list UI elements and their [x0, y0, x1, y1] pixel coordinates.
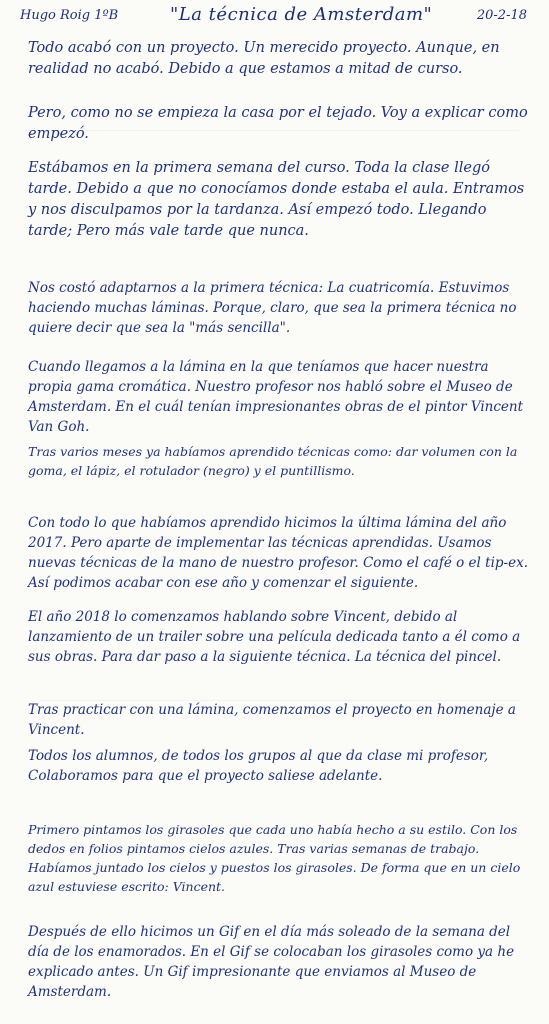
paragraph-museum: Cuando llegamos a la lámina en la que teníamos que hacer nuestra propia gama cromática. Nuestro profesor nos habló sobre el Museo de Amsterdam. En el cuál tenían impresionantes obras de el pintor Vincent Van Goh.: [28, 359, 524, 435]
paragraph-first-technique: Nos costó adaptarnos a la primera técnica: La cuatricomía. Estuvimos haciendo muchas láminas. Porque, claro, que sea la primera técnica no quiere decir que sea la "más sencilla".: [28, 280, 517, 336]
paragraph-project-start: Tras practicar con una lámina, comenzamos el proyecto en homenaje a Vincent.: [28, 702, 516, 738]
paragraph-year-2018: El año 2018 lo comenzamos hablando sobre Vincent, debido al lanzamiento de un trailer sobre una película dedicada tanto a él como a sus obras. Para dar paso a la siguiente técnica. La técnica del pincel.: [28, 609, 521, 665]
page-header: [10, 4, 539, 28]
paragraph-last-sheet-2017: Con todo lo que habíamos aprendido hicimos la última lámina del año 2017. Pero aparte de implementar las técnicas aprendidas. Usamos nuevas técnicas de la mano de nuestro profesor. Como el café o el tip-ex. Así podimos acabar con ese año y comenzar el siguiente.: [28, 515, 528, 591]
paragraph-intro: Todo acabó con un proyecto. Un merecido proyecto. Aunque, en realidad no acabó. Debido a que estamos a mitad de curso.: [28, 40, 500, 77]
page-title: "La técnica de Amsterdam": [170, 4, 433, 25]
page-date: 20-2-18: [476, 8, 527, 23]
paragraph-sunflowers: Primero pintamos los girasoles que cada uno había hecho a su estilo. Con los dedos en folios pintamos cielos azules. Tras varias semanas de trabajo. Habíamos juntado los cielos y puestos los girasoles. De forma que en un cielo azul estuviese escrito: Vincent.: [28, 822, 521, 894]
paragraph-first-week: Estábamos en la primera semana del curso. Toda la clase llegó tarde. Debido a que no conocíamos donde estaba el aula. Entramos y nos disculpamos por la tardanza. Así empezó todo. Llegando tarde; Pero más vale tarde que nunca.: [28, 160, 525, 239]
paragraph-start: Pero, como no se empieza la casa por el tejado. Voy a explicar como empezó.: [28, 105, 528, 142]
author-name: Hugo Roig 1ºB: [20, 8, 119, 23]
paragraph-gif: Después de ello hicimos un Gif en el día más soleado de la semana del día de los enamorados. En el Gif se colocaban los girasoles como ya he explicado antes. Un Gif impresionante que enviamos al Museo de Amsterdam.: [28, 924, 515, 1000]
paragraph-techniques: Tras varios meses ya habíamos aprendido técnicas como: dar volumen con la goma, el lápiz, el rotulador (negro) y el puntillismo.: [28, 444, 518, 478]
paragraph-collaboration: Todos los alumnos, de todos los grupos al que da clase mi profesor, Colaboramos para que el proyecto saliese adelante.: [28, 748, 489, 784]
